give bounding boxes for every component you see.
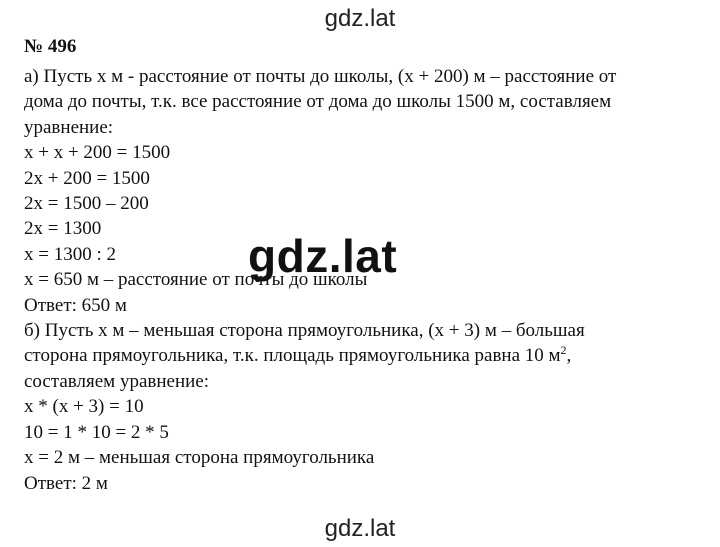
area-text: сторона прямоугольника, т.к. площадь прямоугольника равна 10 м	[24, 345, 561, 367]
equation-line: 2х = 1500 – 200	[24, 193, 149, 215]
equation-line: х + х + 200 = 1500	[24, 142, 171, 164]
answer-line: Ответ: 650 м	[24, 294, 127, 316]
equation-line: х * (х + 3) = 10	[24, 396, 144, 418]
exercise-number: № 496	[24, 36, 77, 57]
part-b	[24, 318, 714, 496]
equation-line: 10 = 1 * 10 = 2 * 5	[24, 421, 169, 443]
watermark-top: gdz.lat	[324, 5, 396, 32]
result-line: х = 2 м – меньшая сторона прямоугольника	[24, 447, 375, 469]
equation-line: 2х + 200 = 1500	[24, 167, 150, 189]
result-line: х = 650 м – расстояние от почты до школы	[24, 269, 368, 291]
watermark-center: gdz.lat	[248, 230, 398, 282]
part-a-line: дома до почты, т.к. все расстояние от дома до школы 1500 м, составляем	[24, 91, 612, 113]
equation-line: х = 1300 : 2	[24, 243, 116, 265]
part-b-line: составляем уравнение:	[24, 370, 210, 392]
answer-line: Ответ: 2 м	[24, 472, 108, 494]
square-superscript: 2	[560, 343, 567, 358]
part-a-line: а) Пусть х м - расстояние от почты до школы, (х + 200) м – расстояние от	[24, 66, 617, 87]
equation-line: 2х = 1300	[24, 218, 102, 240]
part-b-line-area	[24, 343, 714, 368]
part-a-line: уравнение:	[24, 116, 114, 138]
part-b-line: б) Пусть х м – меньшая сторона прямоугольника, (х + 3) м – большая	[24, 320, 585, 342]
watermark-bottom: gdz.lat	[324, 515, 396, 542]
area-comma: ,	[566, 345, 572, 367]
